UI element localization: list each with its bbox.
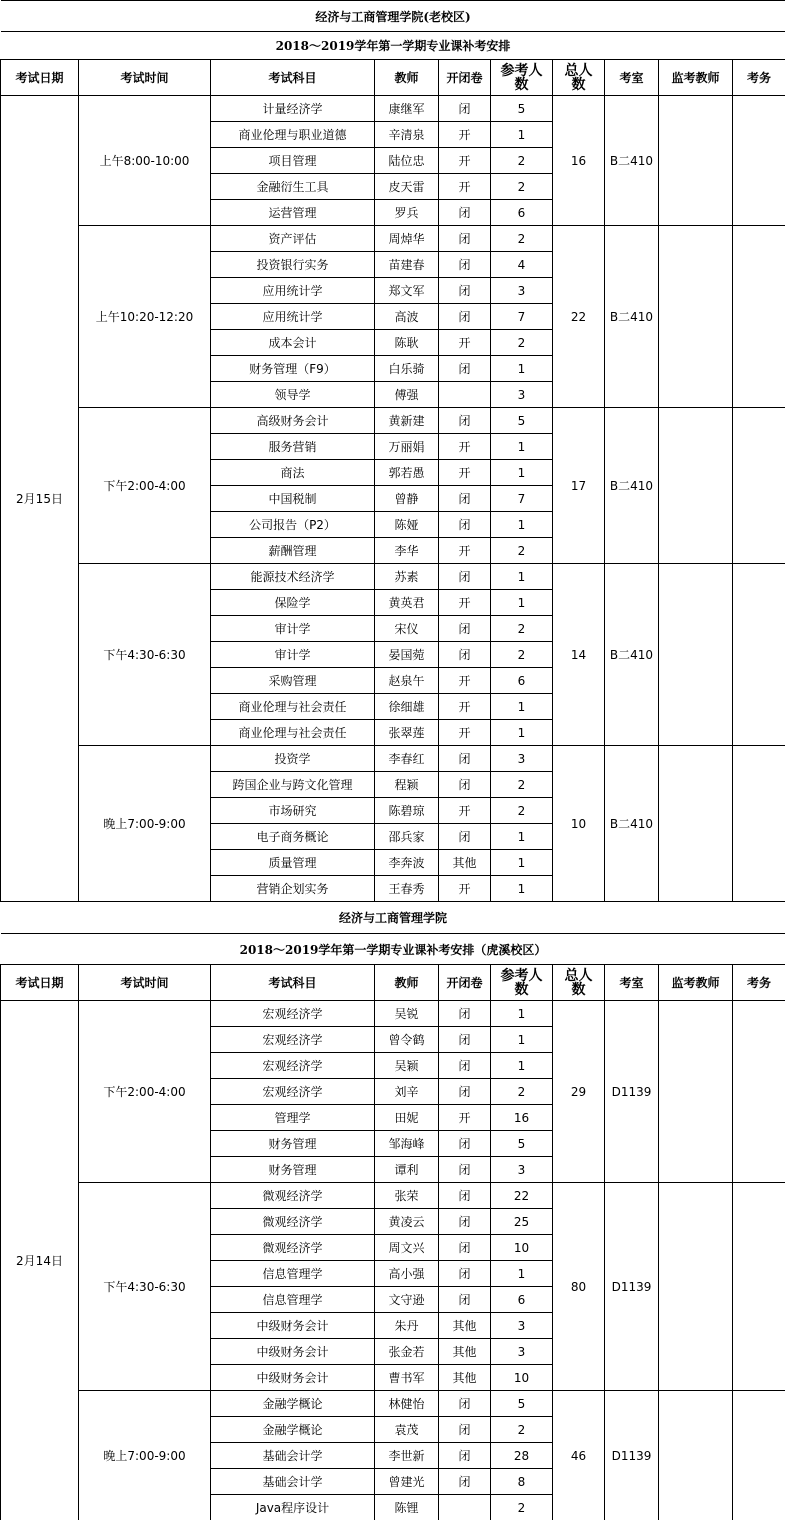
exam-type: 开 [439, 1105, 491, 1131]
exam-count: 6 [491, 1287, 553, 1313]
table-row [1, 564, 785, 590]
exam-type: 开 [439, 330, 491, 356]
exam-room: B二410 [605, 564, 659, 746]
exam-count: 2 [491, 616, 553, 642]
exam-teacher: 傅强 [375, 382, 439, 408]
header-total-line1: 总人 [564, 967, 593, 984]
exam-subject: 宏观经济学 [211, 1079, 375, 1105]
exam-type: 开 [439, 876, 491, 902]
exam-type: 开 [439, 174, 491, 200]
exam-type: 闭 [439, 1287, 491, 1313]
exam-type: 闭 [439, 1235, 491, 1261]
exam-teacher: 吴锐 [375, 1001, 439, 1027]
exam-type: 闭 [439, 1079, 491, 1105]
exam-count: 7 [491, 486, 553, 512]
exam-type: 闭 [439, 356, 491, 382]
exam-teacher: 曾建光 [375, 1469, 439, 1495]
header-count-line1: 参考人 [500, 62, 543, 79]
exam-count: 3 [491, 382, 553, 408]
table-row [1, 746, 785, 772]
exam-count: 2 [491, 1079, 553, 1105]
section1-title: 经济与工商管理学院(老校区) [1, 1, 785, 32]
exam-total: 29 [553, 1001, 605, 1183]
affairs-cell [733, 564, 785, 746]
exam-total: 16 [553, 96, 605, 226]
exam-type: 闭 [439, 746, 491, 772]
exam-subject: 金融衍生工具 [211, 174, 375, 200]
exam-subject: 运营管理 [211, 200, 375, 226]
exam-count: 2 [491, 174, 553, 200]
affairs-cell [733, 1183, 785, 1391]
exam-type: 闭 [439, 486, 491, 512]
exam-room: B二410 [605, 408, 659, 564]
exam-type: 闭 [439, 278, 491, 304]
exam-type: 开 [439, 720, 491, 746]
exam-subject: 项目管理 [211, 148, 375, 174]
exam-type: 闭 [439, 1157, 491, 1183]
exam-count: 1 [491, 720, 553, 746]
exam-subject: 采购管理 [211, 668, 375, 694]
exam-type: 其他 [439, 1313, 491, 1339]
header-proctor: 监考教师 [659, 60, 733, 96]
exam-count: 1 [491, 512, 553, 538]
exam-room: B二410 [605, 746, 659, 902]
exam-total: 80 [553, 1183, 605, 1391]
exam-time: 下午4:30-6:30 [79, 564, 211, 746]
header-type: 开闭卷 [439, 965, 491, 1001]
exam-room: B二410 [605, 226, 659, 408]
exam-teacher: 黄凌云 [375, 1209, 439, 1235]
exam-subject: 宏观经济学 [211, 1001, 375, 1027]
exam-room: D1139 [605, 1391, 659, 1520]
exam-subject: 信息管理学 [211, 1261, 375, 1287]
exam-teacher: 郭若愚 [375, 460, 439, 486]
exam-teacher: 袁茂 [375, 1417, 439, 1443]
exam-type: 闭 [439, 564, 491, 590]
exam-teacher: 李华 [375, 538, 439, 564]
exam-count: 22 [491, 1183, 553, 1209]
exam-time: 上午8:00-10:00 [79, 96, 211, 226]
exam-teacher: 晏国菀 [375, 642, 439, 668]
exam-subject: 微观经济学 [211, 1235, 375, 1261]
header-count [491, 965, 553, 1001]
exam-teacher: 曾静 [375, 486, 439, 512]
exam-teacher: 张荣 [375, 1183, 439, 1209]
exam-teacher: 朱丹 [375, 1313, 439, 1339]
exam-count: 1 [491, 356, 553, 382]
exam-teacher: 陆位忠 [375, 148, 439, 174]
exam-count: 2 [491, 798, 553, 824]
exam-subject: 中级财务会计 [211, 1313, 375, 1339]
table-row [1, 1391, 785, 1417]
exam-count: 1 [491, 564, 553, 590]
exam-count: 1 [491, 1053, 553, 1079]
table-row [1, 226, 785, 252]
exam-subject: 应用统计学 [211, 304, 375, 330]
exam-type: 闭 [439, 304, 491, 330]
header-room: 考室 [605, 965, 659, 1001]
exam-type [439, 1495, 491, 1520]
exam-subject: 领导学 [211, 382, 375, 408]
exam-teacher: 李世新 [375, 1443, 439, 1469]
exam-subject: 管理学 [211, 1105, 375, 1131]
exam-total: 10 [553, 746, 605, 902]
exam-total: 17 [553, 408, 605, 564]
exam-type: 开 [439, 538, 491, 564]
header-row [1, 965, 785, 1001]
exam-room: D1139 [605, 1183, 659, 1391]
exam-teacher: 徐细雄 [375, 694, 439, 720]
exam-subject: 微观经济学 [211, 1209, 375, 1235]
header-count-line2: 数 [514, 76, 529, 93]
exam-type: 闭 [439, 1001, 491, 1027]
exam-subject: 财务管理 [211, 1131, 375, 1157]
exam-count: 1 [491, 460, 553, 486]
section1-subtitle: 2018～2019学年第一学期专业课补考安排 [1, 32, 785, 60]
exam-subject: 市场研究 [211, 798, 375, 824]
exam-teacher: 刘辛 [375, 1079, 439, 1105]
exam-subject: 中级财务会计 [211, 1339, 375, 1365]
exam-subject: 金融学概论 [211, 1391, 375, 1417]
proctor-cell [659, 746, 733, 902]
exam-date: 2月15日 [1, 96, 79, 902]
exam-type: 闭 [439, 226, 491, 252]
exam-count: 1 [491, 434, 553, 460]
exam-type: 开 [439, 148, 491, 174]
exam-count: 3 [491, 278, 553, 304]
exam-type: 闭 [439, 642, 491, 668]
exam-count: 3 [491, 746, 553, 772]
table-row [1, 408, 785, 434]
exam-teacher: 罗兵 [375, 200, 439, 226]
exam-teacher: 文守逊 [375, 1287, 439, 1313]
exam-teacher: 赵泉午 [375, 668, 439, 694]
affairs-cell [733, 1391, 785, 1520]
exam-type: 其他 [439, 1365, 491, 1391]
exam-count: 1 [491, 1261, 553, 1287]
header-time: 考试时间 [79, 965, 211, 1001]
header-room: 考室 [605, 60, 659, 96]
header-total [553, 965, 605, 1001]
exam-subject: 金融学概论 [211, 1417, 375, 1443]
exam-type: 其他 [439, 1339, 491, 1365]
header-count-line2: 数 [514, 981, 529, 998]
exam-count: 6 [491, 668, 553, 694]
exam-subject: 审计学 [211, 642, 375, 668]
exam-teacher: 周焯华 [375, 226, 439, 252]
proctor-cell [659, 408, 733, 564]
exam-type: 闭 [439, 1209, 491, 1235]
exam-count: 1 [491, 694, 553, 720]
exam-teacher: 苏素 [375, 564, 439, 590]
exam-teacher: 郑文军 [375, 278, 439, 304]
header-type: 开闭卷 [439, 60, 491, 96]
exam-count: 2 [491, 538, 553, 564]
header-total-line2: 数 [571, 981, 586, 998]
exam-teacher: 陈娅 [375, 512, 439, 538]
exam-count: 5 [491, 96, 553, 122]
exam-count: 4 [491, 252, 553, 278]
exam-type: 闭 [439, 1469, 491, 1495]
table-row [1, 96, 785, 122]
exam-teacher: 高小强 [375, 1261, 439, 1287]
exam-type: 闭 [439, 200, 491, 226]
header-subject: 考试科目 [211, 965, 375, 1001]
exam-subject: 基础会计学 [211, 1469, 375, 1495]
exam-time: 下午2:00-4:00 [79, 1001, 211, 1183]
exam-subject: 营销企划实务 [211, 876, 375, 902]
exam-type: 开 [439, 460, 491, 486]
exam-count: 3 [491, 1339, 553, 1365]
header-subject: 考试科目 [211, 60, 375, 96]
table-row [1, 1183, 785, 1209]
exam-subject: 商业伦理与职业道德 [211, 122, 375, 148]
exam-subject: 资产评估 [211, 226, 375, 252]
section1-title-row [1, 1, 785, 32]
exam-count: 1 [491, 1001, 553, 1027]
exam-subject: 信息管理学 [211, 1287, 375, 1313]
header-affairs: 考务 [733, 60, 785, 96]
exam-subject: 跨国企业与跨文化管理 [211, 772, 375, 798]
header-proctor: 监考教师 [659, 965, 733, 1001]
exam-total: 14 [553, 564, 605, 746]
exam-type [439, 382, 491, 408]
exam-time: 晚上7:00-9:00 [79, 1391, 211, 1520]
section2-subtitle: 2018～2019学年第一学期专业课补考安排（虎溪校区） [1, 934, 785, 965]
header-total-line1: 总人 [564, 62, 593, 79]
exam-type: 闭 [439, 408, 491, 434]
exam-subject: 微观经济学 [211, 1183, 375, 1209]
exam-teacher: 谭利 [375, 1157, 439, 1183]
exam-type: 闭 [439, 1027, 491, 1053]
exam-teacher: 吴颖 [375, 1053, 439, 1079]
exam-subject: 高级财务会计 [211, 408, 375, 434]
exam-count: 8 [491, 1469, 553, 1495]
exam-count: 25 [491, 1209, 553, 1235]
exam-type: 闭 [439, 1391, 491, 1417]
exam-count: 10 [491, 1235, 553, 1261]
section2-title-row [1, 902, 785, 934]
exam-time: 下午4:30-6:30 [79, 1183, 211, 1391]
proctor-cell [659, 1183, 733, 1391]
exam-subject: 电子商务概论 [211, 824, 375, 850]
header-count-line1: 参考人 [500, 967, 543, 984]
section2-subtitle-row [1, 934, 785, 965]
exam-type: 开 [439, 694, 491, 720]
header-time: 考试时间 [79, 60, 211, 96]
exam-type: 闭 [439, 1131, 491, 1157]
header-row [1, 60, 785, 96]
exam-teacher: 黄新建 [375, 408, 439, 434]
exam-subject: 服务营销 [211, 434, 375, 460]
exam-teacher: 邵兵家 [375, 824, 439, 850]
exam-teacher: 程颖 [375, 772, 439, 798]
exam-subject: 宏观经济学 [211, 1027, 375, 1053]
exam-type: 开 [439, 434, 491, 460]
affairs-cell [733, 1001, 785, 1183]
exam-teacher: 周文兴 [375, 1235, 439, 1261]
exam-count: 2 [491, 226, 553, 252]
exam-subject: 中国税制 [211, 486, 375, 512]
header-teacher: 教师 [375, 965, 439, 1001]
proctor-cell [659, 564, 733, 746]
proctor-cell [659, 1001, 733, 1183]
schedule-body [1, 1, 785, 1520]
exam-total: 22 [553, 226, 605, 408]
exam-type: 开 [439, 798, 491, 824]
exam-subject: 财务管理 [211, 1157, 375, 1183]
exam-teacher: 康继军 [375, 96, 439, 122]
exam-count: 1 [491, 824, 553, 850]
exam-teacher: 曾令鹤 [375, 1027, 439, 1053]
exam-time: 下午2:00-4:00 [79, 408, 211, 564]
affairs-cell [733, 746, 785, 902]
exam-room: B二410 [605, 96, 659, 226]
header-teacher: 教师 [375, 60, 439, 96]
exam-teacher: 张翠莲 [375, 720, 439, 746]
exam-type: 闭 [439, 512, 491, 538]
exam-count: 2 [491, 330, 553, 356]
exam-teacher: 苗建春 [375, 252, 439, 278]
exam-subject: 计量经济学 [211, 96, 375, 122]
exam-count: 1 [491, 850, 553, 876]
exam-type: 开 [439, 668, 491, 694]
table-row [1, 1001, 785, 1027]
exam-subject: Java程序设计 [211, 1495, 375, 1520]
exam-type: 闭 [439, 1261, 491, 1287]
exam-subject: 基础会计学 [211, 1443, 375, 1469]
exam-teacher: 黄英君 [375, 590, 439, 616]
exam-teacher: 皮天雷 [375, 174, 439, 200]
exam-subject: 商业伦理与社会责任 [211, 694, 375, 720]
exam-count: 2 [491, 772, 553, 798]
exam-subject: 中级财务会计 [211, 1365, 375, 1391]
exam-count: 5 [491, 408, 553, 434]
exam-teacher: 辛清泉 [375, 122, 439, 148]
affairs-cell [733, 226, 785, 408]
exam-teacher: 宋仪 [375, 616, 439, 642]
header-count [491, 60, 553, 96]
section1-subtitle-row [1, 32, 785, 60]
exam-subject: 宏观经济学 [211, 1053, 375, 1079]
exam-count: 2 [491, 148, 553, 174]
exam-type: 闭 [439, 616, 491, 642]
exam-subject: 财务管理（F9） [211, 356, 375, 382]
exam-time: 上午10:20-12:20 [79, 226, 211, 408]
proctor-cell [659, 226, 733, 408]
exam-type: 闭 [439, 1053, 491, 1079]
exam-count: 5 [491, 1131, 553, 1157]
exam-count: 1 [491, 122, 553, 148]
exam-type: 其他 [439, 850, 491, 876]
exam-teacher: 李奔波 [375, 850, 439, 876]
exam-total: 46 [553, 1391, 605, 1520]
header-date: 考试日期 [1, 60, 79, 96]
exam-type: 闭 [439, 252, 491, 278]
exam-subject: 质量管理 [211, 850, 375, 876]
exam-teacher: 林健怡 [375, 1391, 439, 1417]
exam-count: 7 [491, 304, 553, 330]
exam-count: 5 [491, 1391, 553, 1417]
exam-teacher: 邹海峰 [375, 1131, 439, 1157]
exam-subject: 商法 [211, 460, 375, 486]
exam-count: 2 [491, 1417, 553, 1443]
exam-type: 闭 [439, 1443, 491, 1469]
exam-type: 闭 [439, 96, 491, 122]
exam-teacher: 王春秀 [375, 876, 439, 902]
exam-count: 2 [491, 1495, 553, 1520]
exam-type: 开 [439, 122, 491, 148]
exam-count: 2 [491, 642, 553, 668]
exam-teacher: 高波 [375, 304, 439, 330]
exam-count: 1 [491, 1027, 553, 1053]
exam-subject: 成本会计 [211, 330, 375, 356]
exam-count: 10 [491, 1365, 553, 1391]
exam-type: 闭 [439, 772, 491, 798]
header-total [553, 60, 605, 96]
exam-date: 2月14日 [1, 1001, 79, 1520]
affairs-cell [733, 408, 785, 564]
exam-count: 6 [491, 200, 553, 226]
header-date: 考试日期 [1, 965, 79, 1001]
exam-subject: 商业伦理与社会责任 [211, 720, 375, 746]
exam-time: 晚上7:00-9:00 [79, 746, 211, 902]
exam-teacher: 万丽娟 [375, 434, 439, 460]
exam-count: 28 [491, 1443, 553, 1469]
exam-count: 1 [491, 876, 553, 902]
section2-title: 经济与工商管理学院 [1, 902, 785, 934]
exam-teacher: 白乐骑 [375, 356, 439, 382]
exam-count: 16 [491, 1105, 553, 1131]
exam-type: 闭 [439, 1183, 491, 1209]
exam-count: 3 [491, 1313, 553, 1339]
exam-subject: 投资银行实务 [211, 252, 375, 278]
exam-subject: 保险学 [211, 590, 375, 616]
exam-teacher: 张金若 [375, 1339, 439, 1365]
exam-count: 3 [491, 1157, 553, 1183]
exam-type: 闭 [439, 1417, 491, 1443]
exam-count: 1 [491, 590, 553, 616]
exam-teacher: 陈碧琼 [375, 798, 439, 824]
exam-teacher: 曹书军 [375, 1365, 439, 1391]
exam-teacher: 陈锂 [375, 1495, 439, 1520]
exam-subject: 审计学 [211, 616, 375, 642]
exam-subject: 薪酬管理 [211, 538, 375, 564]
exam-teacher: 田妮 [375, 1105, 439, 1131]
exam-subject: 能源技术经济学 [211, 564, 375, 590]
proctor-cell [659, 1391, 733, 1520]
exam-subject: 公司报告（P2） [211, 512, 375, 538]
header-affairs: 考务 [733, 965, 785, 1001]
proctor-cell [659, 96, 733, 226]
exam-type: 开 [439, 590, 491, 616]
exam-type: 闭 [439, 824, 491, 850]
affairs-cell [733, 96, 785, 226]
exam-room: D1139 [605, 1001, 659, 1183]
exam-subject: 应用统计学 [211, 278, 375, 304]
exam-teacher: 李春红 [375, 746, 439, 772]
exam-subject: 投资学 [211, 746, 375, 772]
header-total-line2: 数 [571, 76, 586, 93]
exam-teacher: 陈耿 [375, 330, 439, 356]
